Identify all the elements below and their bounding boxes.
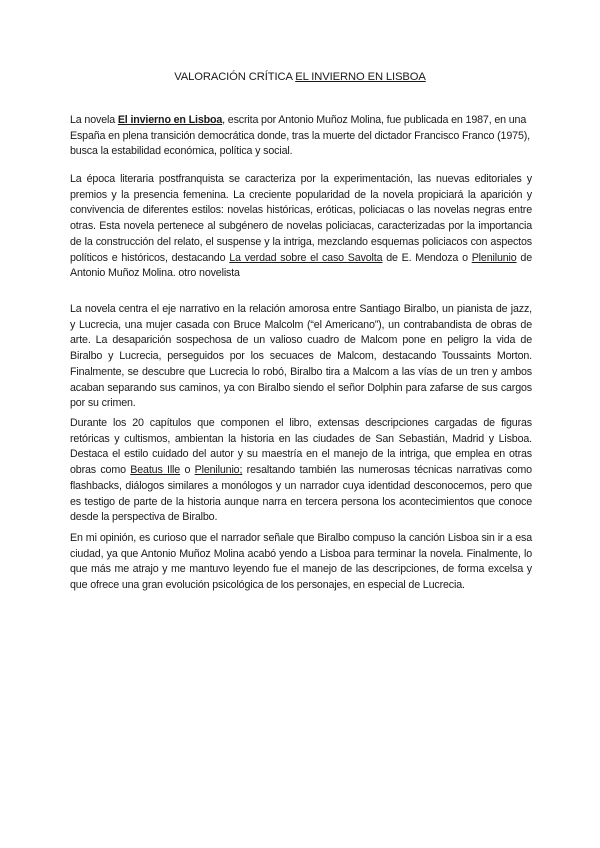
paragraph-opinion (70, 531, 532, 594)
p1-book-title: El invierno en Lisboa (117, 114, 223, 126)
p4-text-3: resaltando también las numerosas técnicas narrativas como flashbacks, diálogos similares a monólogos y un narrador cuya identidad desconocemos, pero que es testigo de parte de la historia aunque narra en tercera persona los acontecimientos que conoce desde la perspectiva de Biralbo. (70, 464, 532, 524)
p3-text: La novela centra el eje narrativo en la relación amorosa entre Santiago Biralbo, un pianista de jazz, y Lucrecia, una mujer casada con Bruce Malcolm (“el Americano”), un contrabandista de obras de arte. La desaparición sospechosa de un valioso cuadro de Malcom pone en peligro la vida de Biralbo y Lucrecia, perseguidos por los secuaces de Malcom, destacando Toussaints Morton. Finalmente, se descubre que Lucrecia lo robó, Biralbo tira a Malcom a las vías de un tren y ambos acaban separando sus caminos, ya con Biralbo siendo el señor Dolphin para zafarse de sus cargos por su crimen. (70, 303, 532, 410)
p1-text-2: , escrita por Antonio Muñoz Molina, fue publicada en 1987, en una España en plena transición democrática donde, tras la muerte del dictador Francisco Franco (1975), busca la estabilidad económica, política y social. (70, 114, 530, 158)
p2-book-title-savolta: La verdad sobre el caso Savolta (229, 251, 383, 264)
p1-text-1: La novela (70, 114, 118, 126)
p4-book-title-plenilunio: Plenilunio; (194, 464, 243, 477)
p4-text-1: Durante los 20 capítulos que componen el libro, extensas descripciones cargadas de figuras retóricas y cultismos, ambientan la historia en las ciudades de San Sebastián, Madrid y Lisboa. Destaca el estilo cuidado del autor y su maestría en el manejo de la intriga, que emplea en otras obras como (70, 417, 532, 477)
p2-text-3: de Antonio Muñoz Molina. otro novelista (70, 251, 532, 280)
p4-text-2: o (180, 464, 195, 477)
paragraph-intro (70, 113, 532, 160)
p5-text: En mi opinión, es curioso que el narrador señale que Biralbo compuso la canción Lisboa sin ir a esa ciudad, ya que Antonio Muñoz Molina acabó yendo a Lisboa para terminar la novela. Finalmente, lo que más me atrajo y me mantuvo leyendo fue el manejo de las descripciones, de forma excelsa y que ofrece una gran evolución psicológica de los personajes, en especial de Lucrecia. (70, 532, 532, 592)
paragraph-literary-period (70, 172, 532, 282)
p2-book-title-plenilunio: Plenilunio (471, 251, 517, 264)
paragraph-style (70, 416, 532, 526)
paragraph-plot (70, 302, 532, 412)
p2-text-2: de E. Mendoza o (382, 251, 472, 264)
title-prefix: VALORACIÓN CRÍTICA (174, 71, 296, 83)
p2-text-1: La época literaria postfranquista se caracteriza por la experimentación, las nuevas editoriales y premios y la presencia femenina. La creciente popularidad de la novela propiciará la aparición y convivencia de diferentes estilos: novelas históricas, eróticas, policiacas o las novelas negras entre otras. Esta novela pertenece al subgénero de novelas policiacas, caracterizadas por la importancia de la construcción del relato, el suspense y la intriga, mezclando esquemas policiacos con aspectos políticos e históricos, destacando (70, 173, 532, 264)
document-title (0, 71, 600, 83)
title-book-name: EL INVIERNO EN LISBOA (295, 71, 426, 83)
p4-book-title-beatus-ille: Beatus Ille (130, 464, 181, 477)
